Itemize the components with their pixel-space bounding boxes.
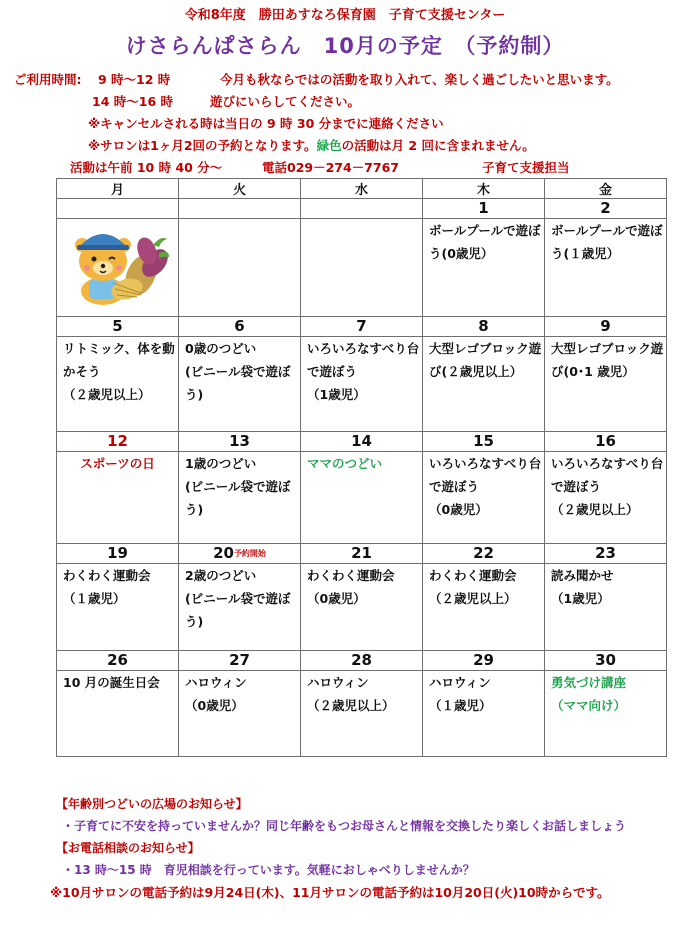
bear-sweet-potato-illustration (63, 223, 171, 309)
salon-note: ※サロンは1ヶ月2回の予約となります。緑色の活動は月 2 回に含まれません。 (88, 138, 535, 153)
day-number (301, 199, 423, 219)
day-number: 26 (57, 651, 179, 671)
day-number-with-note: 20予約開始 (179, 544, 301, 564)
weekday-wed: 水 (301, 179, 423, 199)
date-row (57, 432, 667, 452)
hours-label: ご利用時間: (14, 72, 82, 87)
day-number: 6 (179, 317, 301, 337)
age-notice-text: ・子育てに不安を持っていませんか？同じ年齢をもつお母さんと情報を交換したり楽しくお話しましょう (62, 819, 627, 833)
event-cell: 0歳のつどい (ビニール袋で遊ぼう) (179, 337, 301, 432)
event-cell: 大型レゴブロック遊び(２歳児以上） (423, 337, 545, 432)
weekday-tue: 火 (179, 179, 301, 199)
age-notice-heading: 【年齢別つどいの広場のお知らせ】 (56, 797, 248, 811)
date-row (57, 544, 667, 564)
day-number: 23 (545, 544, 667, 564)
reservation-footer: ※10月サロンの電話予約は9月24日(木)、11月サロンの電話予約は10月20日(火)10時からです。 (50, 885, 610, 900)
event-cell (57, 219, 179, 317)
event-cell: いろいろなすべり台で遊ぼう （1歳児） (301, 337, 423, 432)
day-number: 7 (301, 317, 423, 337)
day-number (179, 199, 301, 219)
date-row (57, 199, 667, 219)
info-message-2: 遊びにいらしてください。 (210, 94, 361, 109)
calendar-table (56, 178, 667, 757)
event-cell: ボールプールで遊ぼう(0歳児） (423, 219, 545, 317)
day-number: 30 (545, 651, 667, 671)
hours-pm: 14 時～16 時 (92, 94, 173, 109)
hours-am: 9 時～12 時 (98, 72, 171, 87)
event-cell: ハロウィン （１歳児） (423, 671, 545, 757)
staff-label: 子育て支援担当 (482, 160, 570, 175)
day-number: 1 (423, 199, 545, 219)
event-cell: リトミック、体を動かそう （２歳児以上） (57, 337, 179, 432)
event-row (57, 337, 667, 432)
page-title: けさらんぱさらん 10月の予定 （予約制） (125, 34, 565, 58)
phone-notice-heading: 【お電話相談のお知らせ】 (56, 841, 200, 855)
event-cell: いろいろなすべり台で遊ぼう （0歳児） (423, 452, 545, 544)
day-number (57, 199, 179, 219)
day-number: 28 (301, 651, 423, 671)
cancel-note: ※キャンセルされる時は当日の 9 時 30 分までに連絡ください (88, 116, 444, 131)
event-cell: 大型レゴブロック遊び(0･1 歳児） (545, 337, 667, 432)
date-row (57, 317, 667, 337)
event-row (57, 564, 667, 651)
event-cell-green: 勇気づけ講座 （ママ向け） (545, 671, 667, 757)
day-number: 15 (423, 432, 545, 452)
event-row (57, 219, 667, 317)
reservation-start-note: 予約開始 (233, 549, 266, 558)
phone-number: 電話029－274－7767 (262, 160, 399, 175)
event-row (57, 452, 667, 544)
day-number: 29 (423, 651, 545, 671)
day-number: 19 (57, 544, 179, 564)
event-cell: わくわく運動会 （２歳児以上） (423, 564, 545, 651)
activity-start: 活動は午前 10 時 40 分～ (70, 160, 223, 175)
day-number: 13 (179, 432, 301, 452)
event-cell: わくわく運動会 （１歳児） (57, 564, 179, 651)
event-cell (179, 219, 301, 317)
holiday-cell: スポーツの日 (57, 452, 179, 544)
org-name: 令和8年度 勝田あすなろ保育園 子育て支援センター (184, 8, 506, 23)
weekday-thu: 木 (423, 179, 545, 199)
day-number: 9 (545, 317, 667, 337)
event-cell: ハロウィン （２歳児以上） (301, 671, 423, 757)
weekday-mon: 月 (57, 179, 179, 199)
weekday-fri: 金 (545, 179, 667, 199)
event-cell: 2歳のつどい (ビニール袋で遊ぼう) (179, 564, 301, 651)
weekday-row (57, 179, 667, 199)
day-number: 2 (545, 199, 667, 219)
event-cell (301, 219, 423, 317)
event-row (57, 671, 667, 757)
event-cell: 1歳のつどい (ビニール袋で遊ぼう) (179, 452, 301, 544)
day-number: 16 (545, 432, 667, 452)
day-number: 5 (57, 317, 179, 337)
day-number: 8 (423, 317, 545, 337)
event-cell: ボールプールで遊ぼう(１歳児） (545, 219, 667, 317)
date-row (57, 651, 667, 671)
event-cell: 読み聞かせ （1歳児） (545, 564, 667, 651)
day-number: 21 (301, 544, 423, 564)
event-cell: 10 月の誕生日会 (57, 671, 179, 757)
event-cell: わくわく運動会 （0歳児） (301, 564, 423, 651)
event-cell-green: ママのつどい (301, 452, 423, 544)
day-number-holiday: 12 (57, 432, 179, 452)
event-cell: ハロウィン （0歳児） (179, 671, 301, 757)
info-message: 今月も秋ならではの活動を取り入れて、楽しく過ごしたいと思います。 (220, 72, 619, 87)
phone-notice-text: ・13 時～15 時 育児相談を行っています。気軽におしゃべりしませんか？ (62, 863, 475, 877)
day-number: 14 (301, 432, 423, 452)
event-cell: いろいろなすべり台で遊ぼう （２歳児以上） (545, 452, 667, 544)
day-number: 22 (423, 544, 545, 564)
day-number: 27 (179, 651, 301, 671)
